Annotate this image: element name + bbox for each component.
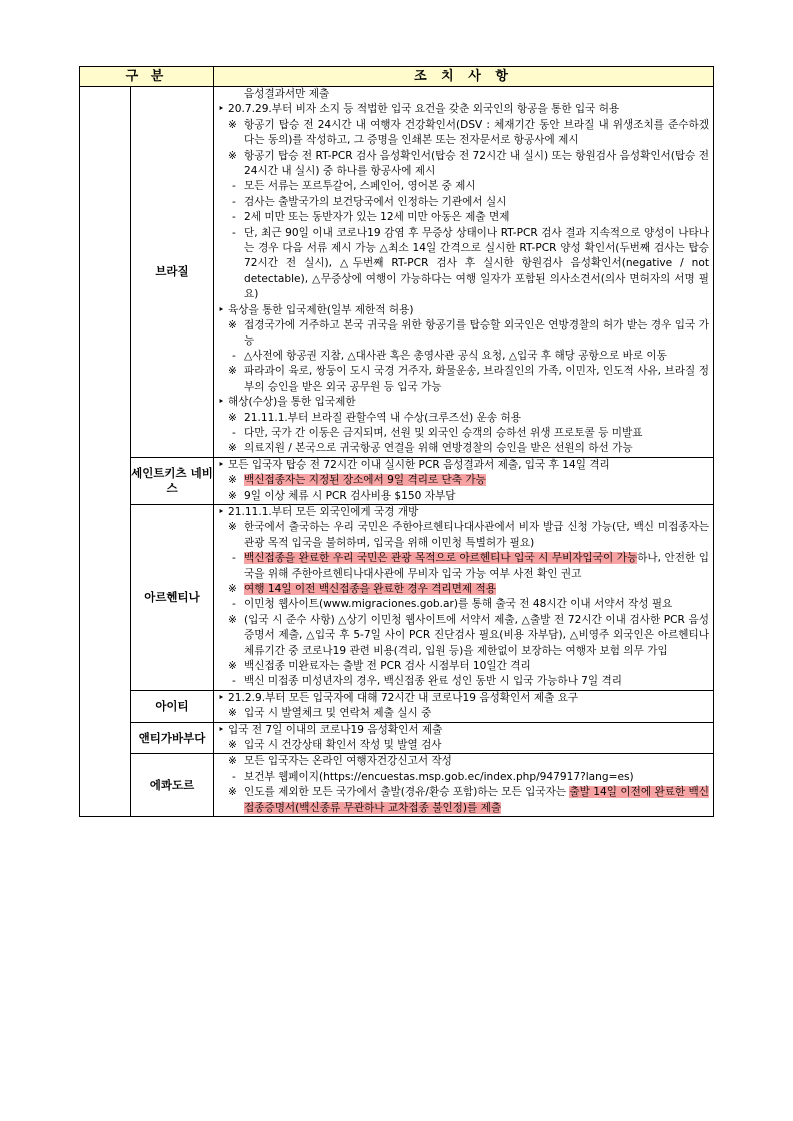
text-segment: 보건부 웹페이지(https://encuestas.msp.gob.ec/index.php/947917?lang=es) <box>244 770 634 783</box>
measure-text <box>244 411 709 426</box>
measure-text <box>244 226 709 303</box>
table-row <box>131 458 713 505</box>
measure-line <box>218 597 709 612</box>
measure-text <box>244 179 709 194</box>
bullet-marker: ※ <box>228 613 241 626</box>
country-name: 에콰도르 <box>131 754 214 816</box>
measure-line <box>218 723 709 738</box>
measure-line <box>218 149 709 180</box>
measure-line <box>218 349 709 364</box>
measure-text <box>244 489 709 504</box>
highlighted-text: 백신접종자는 지정된 장소에서 9일 격리로 단축 가능 <box>244 474 486 487</box>
header-category: 구 분 <box>80 67 214 86</box>
measure-text <box>244 210 709 225</box>
measure-line <box>218 754 709 769</box>
measure-line <box>218 458 709 473</box>
measures-content <box>214 458 713 504</box>
measure-text <box>244 770 709 785</box>
text-segment: 모든 입국자는 온라인 여행자건강신고서 작성 <box>244 755 452 768</box>
measure-text <box>244 785 709 816</box>
measure-line <box>218 706 709 721</box>
measure-line <box>218 489 709 504</box>
text-segment: 항공기 탑승 전 24시간 내 여행자 건강확인서(DSV : 체재기간 동안 브라질 내 위생조치를 준수하겠다는 동의)를 작성하고, 그 증명을 인쇄본 또는 전자문서로 항공사에 제시 <box>244 118 709 147</box>
bullet-marker: - <box>232 770 240 783</box>
text-segment: 육상을 통한 입국제한(일부 제한적 허용) <box>228 303 414 316</box>
measure-text <box>244 87 709 102</box>
table-row <box>131 754 713 816</box>
text-segment: 21.2.9.부터 모든 입국자에 대해 72시간 내 코로나19 음성확인서 제출 요구 <box>228 691 579 704</box>
text-segment: (입국 시 준수 사항) △상기 이민청 웹사이트에 서약서 제출, △출발 전 72시간 이내 검사한 PCR 음성증명서 제출, △입국 후 5-7일 사이 PCR 진단검사 필요(비용 자부담), △비영주 외국인은 아르헨티나 체류기간 중 코로나19 관련 비용(격리, 입원 등)을 제한없이 보장하는 여행자 보험 의무 가입 <box>244 613 709 657</box>
measure-text <box>244 597 709 612</box>
bullet-marker: ※ <box>228 411 241 424</box>
text-segment: 9일 이상 체류 시 PCR 검사비용 $150 자부담 <box>244 489 456 502</box>
measure-line <box>218 582 709 597</box>
table-row <box>131 691 713 723</box>
text-segment: 검사는 출발국가의 보건당국에서 인정하는 기관에서 실시 <box>244 195 507 208</box>
bullet-marker: ‣ <box>218 396 228 409</box>
measure-text <box>244 318 709 349</box>
measure-line <box>218 210 709 225</box>
measure-text <box>244 349 709 364</box>
measure-text <box>244 738 709 753</box>
measure-text <box>244 520 709 551</box>
text-segment: 백신접종 미완료자는 출발 전 PCR 검사 시점부터 10일간 격리 <box>244 660 531 673</box>
text-segment: 다만, 국가 간 이동은 금지되며, 선원 및 외국인 승객의 승하선 위생 프로토콜 등 미발표 <box>244 426 643 439</box>
measures-content <box>214 723 713 754</box>
measure-text <box>244 613 709 659</box>
text-segment: 2세 미만 또는 동반자가 있는 12세 미만 아동은 제출 면제 <box>244 211 510 224</box>
country-name: 세인트키츠 네비스 <box>131 458 214 504</box>
bullet-marker: - <box>232 552 240 565</box>
measure-text <box>228 505 709 520</box>
bullet-marker: ※ <box>228 474 241 487</box>
bullet-marker: - <box>232 675 240 688</box>
bullet-marker: - <box>232 349 240 362</box>
bullet-marker: - <box>232 226 240 239</box>
text-segment: 모든 서류는 포르투갈어, 스페인어, 영어본 중 제시 <box>244 180 476 193</box>
highlighted-text: 백신접종을 완료한 우리 국민은 관광 목적으로 아르헨티나 입국 시 무비자입국이 가능 <box>244 552 638 565</box>
measure-text <box>244 659 709 674</box>
measure-line <box>218 674 709 689</box>
measure-line <box>218 395 709 410</box>
bullet-marker: - <box>232 195 240 208</box>
measure-line <box>218 318 709 349</box>
measure-line <box>218 613 709 659</box>
bullet-marker: ※ <box>228 786 241 799</box>
measures-content <box>214 505 713 690</box>
measure-line <box>218 118 709 149</box>
text-segment: 하나, 안전한 입국을 위해 주한아르헨티나대사관에 무비자 입국 가능 여부 사전 확인 권고 <box>244 552 709 580</box>
bullet-marker: ※ <box>228 118 241 131</box>
measure-line <box>218 87 709 102</box>
measures-content <box>214 87 713 457</box>
header-measures: 조 치 사 항 <box>414 69 513 84</box>
measure-line <box>218 520 709 551</box>
country-name: 아르헨티나 <box>131 505 214 690</box>
country-name: 아이티 <box>131 691 214 722</box>
text-segment: 백신 미접종 미성년자의 경우, 백신접종 완료 성인 동반 시 입국 가능하나 7일 격리 <box>244 675 622 688</box>
text-segment: 한국에서 출국하는 우리 국민은 주한아르헨티나대사관에서 비자 발급 신청 가능(단, 백신 미접종자는 관광 목적 입국을 불허하며, 입국을 위해 이민청 특별허가 필요) <box>244 521 709 549</box>
text-segment: 21.11.1.부터 브라질 관할수역 내 수상(크루즈선) 운송 허용 <box>244 411 521 424</box>
measure-text <box>244 364 709 395</box>
text-segment: 파라과이 육로, 쌍둥이 도시 국경 거주자, 화물운송, 브라질인의 가족, 이민자, 인도적 사유, 브라질 정부의 승인을 받은 외국 공무원 등 입국 가능 <box>244 365 709 393</box>
measure-text <box>228 458 709 473</box>
measure-text <box>244 706 709 721</box>
text-segment: 모든 입국자 탑승 전 72시간 이내 실시한 PCR 음성결과서 제출, 입국 후 14일 격리 <box>228 458 610 471</box>
measure-text <box>228 395 709 410</box>
table-row <box>131 505 713 691</box>
measure-line <box>218 195 709 210</box>
text-segment: 21.11.1.부터 모든 외국인에게 국경 개방 <box>228 505 419 518</box>
country-name: 앤티가바부다 <box>131 723 214 754</box>
measure-text <box>228 723 709 738</box>
bullet-marker: ‣ <box>218 691 228 704</box>
bullet-marker: ‣ <box>218 505 228 518</box>
bullet-marker: ※ <box>228 489 241 502</box>
country-name: 브라질 <box>131 87 214 457</box>
measure-line <box>218 303 709 318</box>
measure-line <box>218 551 709 582</box>
measure-line <box>218 473 709 488</box>
measure-text <box>244 195 709 210</box>
text-segment: 해상(수상)을 통한 입국제한 <box>228 396 356 409</box>
measure-text <box>228 691 709 706</box>
table-row <box>131 723 713 755</box>
measure-text <box>244 149 709 180</box>
table-header <box>80 67 713 87</box>
highlighted-text: 여행 14일 이전 백신접종을 완료한 경우 격리면제 적용 <box>244 583 496 595</box>
text-segment: 접경국가에 거주하고 본국 귀국을 위한 항공기를 탑승할 외국인은 연방경찰의 허가 받는 경우 입국 가능 <box>244 319 709 347</box>
measure-text <box>228 303 709 318</box>
measure-line <box>218 226 709 303</box>
measure-text <box>244 473 709 488</box>
bullet-marker: - <box>232 598 240 611</box>
text-segment: 20.7.29.부터 비자 소지 등 적법한 입국 요건을 갖춘 외국인의 항공을 통한 입국 허용 <box>228 103 620 116</box>
bullet-marker: ※ <box>228 365 241 378</box>
bullet-marker: ‣ <box>218 723 228 736</box>
measure-line <box>218 505 709 520</box>
measures-table <box>79 66 714 817</box>
measure-text <box>228 102 709 117</box>
text-segment: 항공기 탑승 전 RT-PCR 검사 음성확인서(탑승 전 72시간 내 실시) 또는 항원검사 음성확인서(탑승 전 24시간 내 실시) 중 하나를 항공사에 제시 <box>244 149 709 178</box>
text-segment: △사전에 항공권 지참, △대사관 혹은 총영사관 공식 요청, △입국 후 해당 공항으로 바로 이동 <box>244 349 667 362</box>
bullet-marker: ‣ <box>218 103 228 116</box>
measure-line <box>218 179 709 194</box>
measure-line <box>218 659 709 674</box>
measure-line <box>218 411 709 426</box>
measure-line <box>218 738 709 753</box>
measure-line <box>218 426 709 441</box>
measures-content <box>214 691 713 722</box>
bullet-marker <box>232 87 244 102</box>
bullet-marker: ※ <box>228 755 241 768</box>
measure-line <box>218 441 709 456</box>
bullet-marker: ※ <box>228 660 241 673</box>
country-rows <box>131 87 713 816</box>
bullet-marker: ※ <box>228 149 241 162</box>
bullet-marker: - <box>232 426 240 439</box>
measure-line <box>218 102 709 117</box>
text-segment: 단, 최근 90일 이내 코로나19 감염 후 무증상 상태이나 RT-PCR 검사 결과 지속적으로 양성이 나타나는 경우 다음 서류 제시 가능 △최소 14일 간격으로 실시한 RT-PCR 양성 확인서(두번째 검사는 탑승72시간 전 실시), △두번째 RT-PCR 검사 후 실시한 항원검사 음성확인서(negative / not detectable), △무증상에 여행이 가능하다는 여행 일자가 포함된 의사소견서(의사 면허자의 서명 필요) <box>244 226 709 301</box>
text-segment: 입국 시 발열체크 및 연락처 제출 실시 중 <box>244 707 432 720</box>
measure-text <box>244 441 709 456</box>
text-segment: 음성결과서만 제출 <box>244 88 330 100</box>
bullet-marker: ※ <box>228 583 241 595</box>
bullet-marker: ※ <box>228 442 241 455</box>
text-segment: 입국 전 7일 이내의 코로나19 음성확인서 제출 <box>228 723 443 736</box>
region-column <box>80 87 131 816</box>
measure-text <box>244 754 709 769</box>
bullet-marker: ※ <box>228 521 241 534</box>
measure-text <box>244 426 709 441</box>
measure-line <box>218 785 709 816</box>
bullet-marker: - <box>232 211 240 224</box>
text-segment: 입국 시 건강상태 확인서 작성 및 발열 검사 <box>244 739 442 752</box>
measure-line <box>218 691 709 706</box>
measure-text <box>244 582 709 597</box>
bullet-marker: ‣ <box>218 458 228 471</box>
table-row <box>131 87 713 458</box>
measures-content <box>214 754 713 816</box>
bullet-marker: ※ <box>228 739 241 752</box>
bullet-marker: - <box>232 180 240 193</box>
measure-line <box>218 770 709 785</box>
measure-text <box>244 118 709 149</box>
highlighted-text: 출발 14일 이전에 완료한 백신접종증명서(백신종류 무관하나 교차접종 불인정)를 제출 <box>244 786 709 814</box>
text-segment: 의료지원 / 본국으로 귀국항공 연결을 위해 연방경찰의 승인을 받은 선원의 하선 가능 <box>244 442 633 455</box>
text-segment: 이민청 웹사이트(www.migraciones.gob.ar)를 통해 출국 전 48시간 이내 서약서 작성 필요 <box>244 598 673 611</box>
text-segment: 인도를 제외한 모든 국가에서 출발(경유/환승 포함)하는 모든 입국자는 <box>244 786 570 799</box>
bullet-marker: ‣ <box>218 303 228 316</box>
bullet-marker: ※ <box>228 707 241 720</box>
bullet-marker: ※ <box>228 319 241 332</box>
measure-line <box>218 364 709 395</box>
measure-text <box>244 551 709 582</box>
measure-text <box>244 674 709 689</box>
